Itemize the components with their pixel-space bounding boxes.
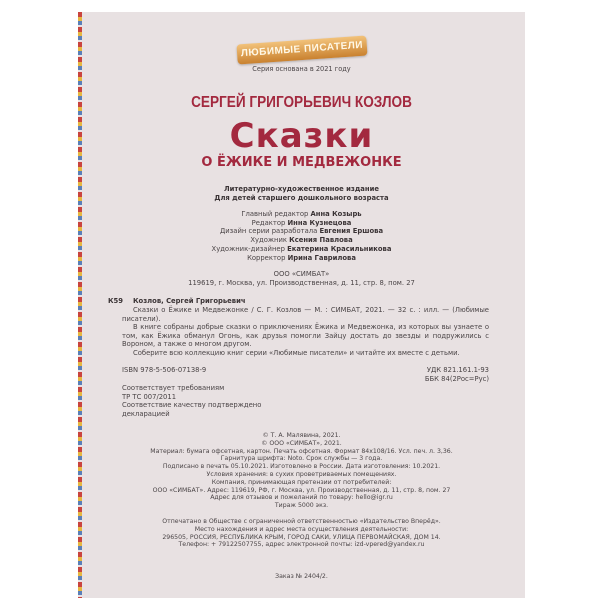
collect-note: Соберите всю коллекцию книг серии «Любимые писатели» и читайте их вместе с детьми. xyxy=(133,349,460,357)
series-logo-text: ЛЮБИМЫЕ ПИСАТЕЛИ xyxy=(240,39,364,60)
series-founded: Серия основана в 2021 году xyxy=(252,65,351,73)
catalog-entry: Сказки о Ёжике и Медвежонке / С. Г. Козлов — М. : СИМБАТ, 2021. — 32 с. : илл. — (Любимые писатели). xyxy=(122,306,489,323)
compliance: Соответствует требованиям ТР ТС 007/2011 Соответствие качеству подтверждено декларацией xyxy=(122,384,262,419)
imprint: © Т. А. Малявина, 2021. © ООО «СИМБАТ», 2021. Материал: бумага офсетная, картон. Печать офсетная. Формат 84х108/16. Усл. печ. л. 3,36. Гарнитура шрифта: Noto. Срок службы — 3 года. Подписано в печать 05.10.2021. Изготовлено в России. Дата изготовления: 10.2021. Условия хранения: в сухих проветриваемых помещениях. Компания, принимающая претензии от потребителей: ООО «СИМБАТ». Адрес: 119619, РФ, г. Москва, ул. Производственная, д. 11, стр. 8, пом. 27 Адрес для отзывов и пожеланий по товару: hello@igr.ru Тираж 5000 экз. xyxy=(150,432,453,510)
credits xyxy=(78,210,525,262)
age-group: Для детей старшего дошкольного возраста xyxy=(214,194,389,202)
order-number: Заказ № 2404/2. xyxy=(275,573,328,580)
isbn: ISBN 978-5-506-07138-9 xyxy=(122,366,207,374)
credit-line: Главный редактор Анна Козырь xyxy=(241,210,362,218)
page-spine-stripe xyxy=(78,12,82,598)
book-subtitle: О ЁЖИКЕ И МЕДВЕЖОНКЕ xyxy=(201,155,402,170)
book-abstract: В книге собраны добрые сказки о приключениях Ёжика и Медвежонка, из которых вы узнаете о том, как Ёжика обманул Огонь, как друзья помогли Зайцу достать до звезды и подружились с Вороном, а также о многом другом. xyxy=(122,323,489,349)
credit-line: Дизайн серии разработала Евгения Ершова xyxy=(219,227,384,236)
publisher-name: ООО «СИМБАТ» xyxy=(273,270,330,278)
udk: УДК 821.161.1-93 xyxy=(426,366,489,374)
bbk: ББК 84(2Рос=Рус) xyxy=(424,375,489,383)
credit-line: Художник-дизайнер Екатерина Красильникова xyxy=(211,244,392,253)
publisher-address: 119619, г. Москва, ул. Производственная, д. 11, стр. 8, пом. 27 xyxy=(188,279,415,287)
author-name: СЕРГЕЙ ГРИГОРЬЕВИЧ КОЗЛОВ xyxy=(191,94,412,111)
printer-info: Отпечатано в Обществе с ограниченной ответственностью «Издательство Вперёд». Место нахождения и адрес места осуществления деятельности: 296505, РОССИЯ, РЕСПУБЛИКА КРЫМ, ГОРОД САКИ, УЛИЦА ПЕРВОМАЙСКАЯ, ДОМ 14. Телефон: + 79122507755, адрес электронной почты: izd-vpered@yandex.ru xyxy=(162,518,441,549)
credit-line: Корректор Ирина Гаврилова xyxy=(247,253,356,262)
credit-line: Редактор Инна Кузнецова xyxy=(251,218,352,227)
catalog-author: Козлов, Сергей Григорьевич xyxy=(133,297,246,305)
edition-type: Литературно-художественное издание xyxy=(224,185,379,193)
credit-line: Художник Ксения Павлова xyxy=(250,236,353,245)
catalog-code: К59 xyxy=(108,297,124,305)
book-title: Сказки xyxy=(229,116,374,156)
